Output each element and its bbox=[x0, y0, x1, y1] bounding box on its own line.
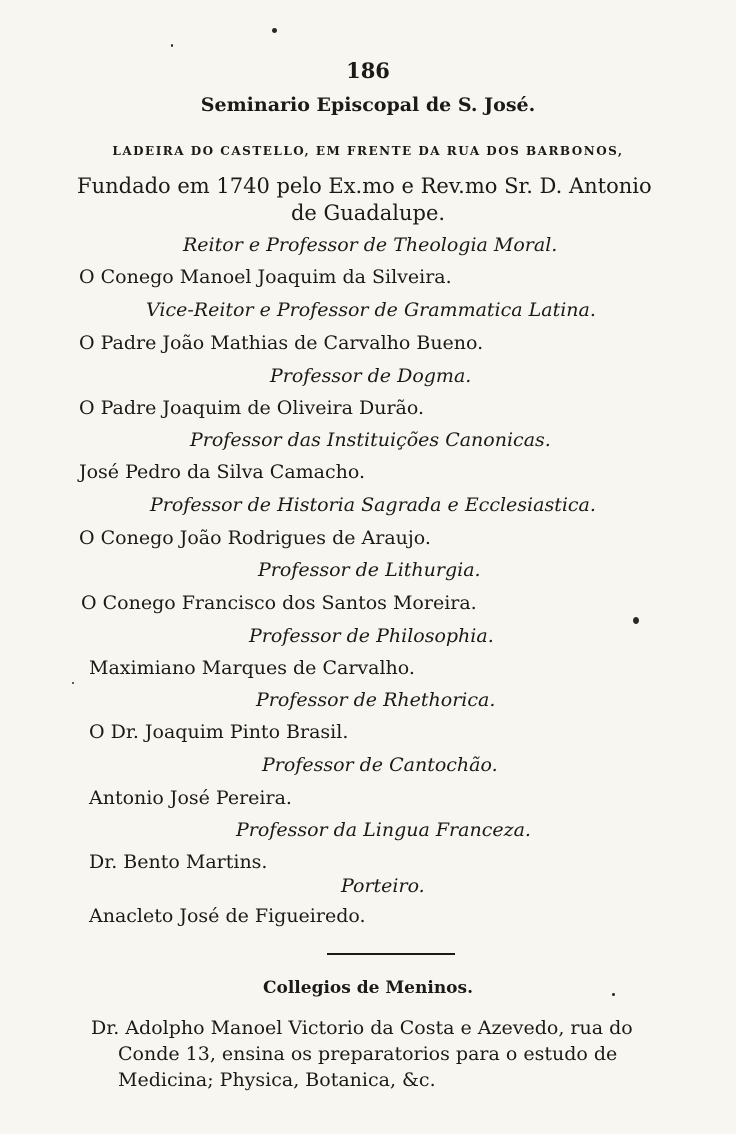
staff-role: Vice-Reitor e Professor de Grammatica Latina. bbox=[146, 299, 596, 321]
staff-name: José Pedro da Silva Camacho. bbox=[79, 461, 366, 483]
staff-name: O Conego Manoel Joaquim da Silveira. bbox=[79, 266, 452, 288]
founded-line-2: de Guadalupe. bbox=[290, 201, 446, 225]
entry-line: Dr. Adolpho Manoel Victorio da Costa e Azevedo, rua do bbox=[91, 1017, 633, 1039]
staff-name: Maximiano Marques de Carvalho. bbox=[89, 657, 415, 679]
staff-name: O Conego João Rodrigues de Araujo. bbox=[79, 527, 431, 549]
staff-name: Dr. Bento Martins. bbox=[89, 851, 268, 873]
address-line: LADEIRA DO CASTELLO, EM FRENTE DA RUA DOS BARBONOS, bbox=[112, 144, 624, 158]
staff-role: Professor de Philosophia. bbox=[249, 625, 494, 647]
staff-name: O Padre João Mathias de Carvalho Bueno. bbox=[79, 332, 484, 354]
staff-name: O Padre Joaquim de Oliveira Durão. bbox=[79, 397, 425, 419]
entry-line: Conde 13, ensina os preparatorios para o estudo de bbox=[118, 1043, 618, 1065]
entry-line: Medicina; Physica, Botanica, &c. bbox=[118, 1069, 436, 1091]
ink-speck bbox=[72, 682, 74, 684]
ink-speck bbox=[272, 28, 277, 33]
staff-name: Antonio José Pereira. bbox=[89, 787, 292, 809]
staff-role: Porteiro. bbox=[341, 875, 425, 897]
ink-speck bbox=[612, 993, 615, 996]
staff-role: Professor das Instituições Canonicas. bbox=[190, 429, 551, 451]
staff-name: O Conego Francisco dos Santos Moreira. bbox=[81, 592, 477, 614]
section-title: Seminario Episcopal de S. José. bbox=[200, 94, 536, 116]
staff-role: Professor de Rhethorica. bbox=[256, 689, 496, 711]
subsection-title: Collegios de Meninos. bbox=[262, 978, 474, 998]
staff-role: Reitor e Professor de Theologia Moral. bbox=[183, 234, 558, 256]
staff-role: Professor de Cantochão. bbox=[262, 754, 498, 776]
founded-line-1: Fundado em 1740 pelo Ex.mo e Rev.mo Sr. D. Antonio bbox=[77, 174, 652, 198]
staff-role: Professor de Dogma. bbox=[270, 365, 472, 387]
section-divider bbox=[327, 953, 455, 955]
ink-speck bbox=[633, 617, 639, 624]
staff-role: Professor de Historia Sagrada e Ecclesiastica. bbox=[150, 494, 596, 516]
ink-speck bbox=[171, 44, 173, 47]
staff-role: Professor da Lingua Franceza. bbox=[236, 819, 531, 841]
staff-name: O Dr. Joaquim Pinto Brasil. bbox=[89, 721, 349, 743]
page-number: 186 bbox=[346, 58, 390, 83]
staff-role: Professor de Lithurgia. bbox=[258, 559, 481, 581]
staff-name: Anacleto José de Figueiredo. bbox=[89, 905, 366, 927]
